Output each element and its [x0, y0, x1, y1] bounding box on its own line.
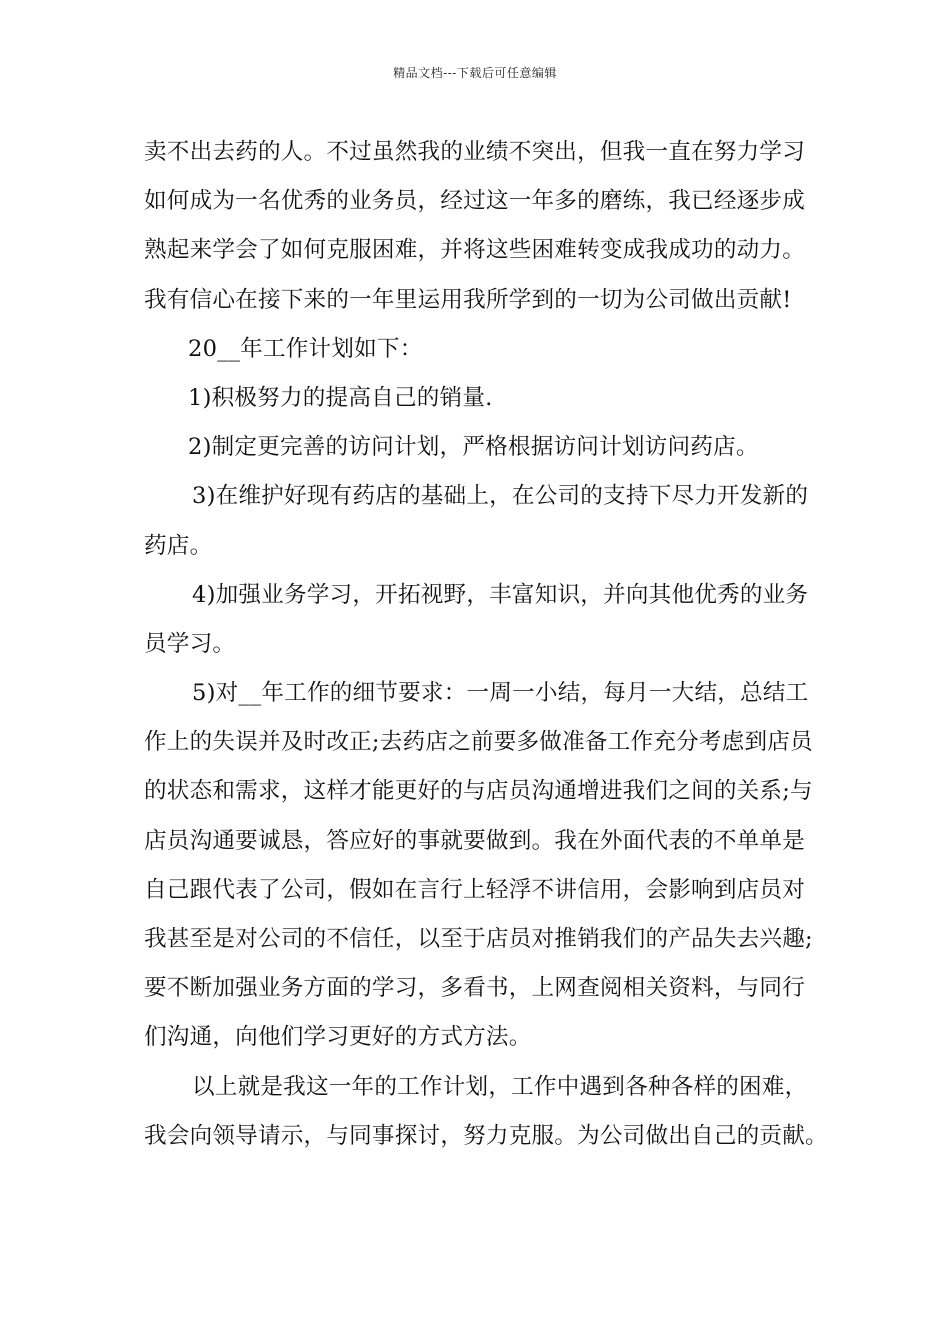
text-line: 我有信心在接下来的一年里运用我所学到的一切为公司做出贡献!	[144, 286, 792, 313]
plan-heading: 20__年工作计划如下：	[188, 335, 423, 362]
text-line: 药店。	[144, 532, 213, 559]
text-line: 要不断加强业务方面的学习，多看书，上网查阅相关资料，与同行	[144, 975, 806, 1002]
text-line: 卖不出去药的人。不过虽然我的业绩不突出，但我一直在努力学习	[144, 139, 806, 165]
plan-item-5: 5)对__年工作的细节要求：一周一小结，每月一大结，总结工	[192, 680, 809, 707]
text-line: 们沟通，向他们学习更好的方式方法。	[144, 1024, 532, 1051]
plan-item-1: 1)积极努力的提高自己的销量.	[188, 384, 493, 411]
document-body	[144, 128, 828, 1161]
page-header: 精品文档---下载后可任意编辑	[393, 66, 557, 80]
text-line: 员学习。	[144, 630, 236, 657]
text-line: 店员沟通要诚恳，答应好的事就要做到。我在外面代表的不单单是	[144, 827, 806, 854]
plan-item-4: 4)加强业务学习，开拓视野，丰富知识，并向其他优秀的业务	[192, 581, 809, 608]
text-line: 如何成为一名优秀的业务员，经过这一年多的磨练，我已经逐步成	[144, 188, 806, 215]
text-line: 我甚至是对公司的不信任，以至于店员对推销我们的产品失去兴趣;	[144, 926, 813, 952]
text-line: 作上的失误并及时改正;去药店之前要多做准备工作充分考虑到店员	[144, 729, 813, 756]
text-line: 的状态和需求，这样才能更好的与店员沟通增进我们之间的关系;与	[144, 778, 813, 805]
text-line: 自己跟代表了公司，假如在言行上轻浮不讲信用，会影响到店员对	[144, 876, 806, 903]
text-line: 我会向领导请示，与同事探讨，努力克服。为公司做出自己的贡献。	[144, 1122, 828, 1149]
closing-paragraph: 以上就是我这一年的工作计划，工作中遇到各种各样的困难，	[192, 1073, 808, 1100]
text-line: 熟起来学会了如何克服困难，并将这些困难转变成我成功的动力。	[144, 237, 806, 264]
plan-item-3: 3)在维护好现有药店的基础上，在公司的支持下尽力开发新的	[192, 483, 809, 510]
plan-item-2: 2)制定更完善的访问计划，严格根据访问计划访问药店。	[188, 434, 759, 461]
